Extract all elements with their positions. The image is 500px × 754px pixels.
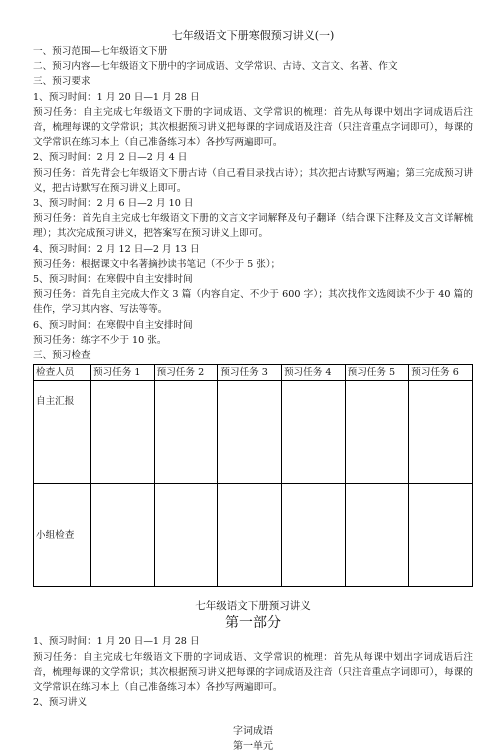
header-cell: 预习任务 4 bbox=[281, 365, 345, 381]
task-5: 预习任务：首先自主完成大作文 3 篇（内容自定、不少于 600 字）；其次找作文选阅读不少于 40 篇的佳作，学习其内容、写法等等。 bbox=[33, 289, 473, 316]
task-3: 预习任务：首先自主完成七年级语文下册的文言文字词解释及句子翻译（结合课下注释及文言文详解梳理）；其次完成预习讲义，把答案写在预习讲义上即可。 bbox=[33, 213, 473, 240]
row-label-text: 小组检查 bbox=[36, 529, 75, 541]
table-cell bbox=[281, 381, 345, 484]
scope-line: 一、预习范围—七年级语文下册 bbox=[33, 46, 168, 57]
row-label-group-check bbox=[34, 484, 91, 587]
handout-subtitle: 七年级语文下册预习讲义 bbox=[195, 600, 311, 613]
time-1: 1、预习时间：1 月 20 日—1 月 28 日 bbox=[33, 91, 200, 103]
time-3: 3、预习时间：2 月 6 日—2 月 10 日 bbox=[33, 198, 194, 210]
task-4: 预习任务：根据课文中名著摘抄读书笔记（不少于 5 张）； bbox=[33, 258, 281, 270]
row-label-text: 自主汇报 bbox=[36, 396, 75, 408]
table-cell bbox=[409, 484, 473, 587]
header-cell: 预习任务 1 bbox=[91, 365, 155, 381]
check-heading: 三、预习检查 bbox=[33, 350, 91, 362]
header-cell: 预习任务 6 bbox=[409, 365, 473, 381]
header-cell: 预习任务 2 bbox=[154, 365, 218, 381]
header-cell: 检查人员 bbox=[34, 365, 91, 381]
header-cell: 预习任务 3 bbox=[218, 365, 282, 381]
content-line: 二、预习内容—七年级语文下册中的字词成语、文学常识、古诗、文言文、名著、作文 bbox=[33, 61, 398, 73]
time-5: 5、预习时间：在寒假中自主安排时间 bbox=[33, 274, 193, 286]
table-header-row bbox=[34, 365, 473, 381]
table-cell bbox=[281, 484, 345, 587]
table-cell bbox=[91, 484, 155, 587]
table-row bbox=[34, 381, 473, 484]
document-title: 七年级语文下册寒假预习讲义(一) bbox=[171, 29, 335, 42]
table-cell bbox=[218, 381, 282, 484]
table-cell bbox=[154, 484, 218, 587]
task-6: 预习任务：练字不少于 10 张。 bbox=[33, 334, 167, 346]
row-label-self-report bbox=[34, 381, 91, 484]
table-cell bbox=[409, 381, 473, 484]
table-cell bbox=[218, 484, 282, 587]
requirements-heading: 三、预习要求 bbox=[33, 76, 91, 88]
header-cell: 预习任务 5 bbox=[345, 365, 409, 381]
part-time: 1、预习时间：1 月 20 日—1 月 28 日 bbox=[33, 636, 200, 648]
task-1: 预习任务：自主完成七年级语文下册的字词成语、文学常识的梳理：首先从每课中划出字词成语后注音，梳理每课的文学常识；其次根据预习讲义把每课的字词成语及注音（只注音重点字词即可），每课的文学常识在练习本上（自己准备练习本）各抄写两遍即可。 bbox=[33, 106, 473, 149]
time-6: 6、预习时间：在寒假中自主安排时间 bbox=[33, 319, 193, 331]
table-cell bbox=[91, 381, 155, 484]
table-cell bbox=[154, 381, 218, 484]
task-2: 预习任务：首先背会七年级语文下册古诗（自己看目录找古诗）；其次把古诗默写两遍；第三完成预习讲义，把古诗默写在预习讲义上即可。 bbox=[33, 167, 473, 194]
unit-name: 第一单元 bbox=[233, 741, 273, 753]
table-row bbox=[34, 484, 473, 587]
table-cell bbox=[345, 484, 409, 587]
part-item-2: 2、预习讲义 bbox=[33, 697, 88, 709]
section-name: 字词成语 bbox=[233, 726, 273, 738]
part-title: 第一部分 bbox=[225, 615, 281, 632]
check-table bbox=[33, 364, 473, 587]
time-2: 2、预习时间：2 月 2 日—2 月 4 日 bbox=[33, 152, 188, 164]
part-task: 预习任务：自主完成七年级语文下册的字词成语、文学常识的梳理：首先从每课中划出字词成语后注音，梳理每课的文学常识；其次根据预习讲义把每课的字词成语及注音（只注音重点字词即可），每课的文学常识在练习本上（自己准备练习本）各抄写两遍即可。 bbox=[33, 651, 473, 694]
table-cell bbox=[345, 381, 409, 484]
time-4: 4、预习时间：2 月 12 日—2 月 13 日 bbox=[33, 243, 200, 255]
